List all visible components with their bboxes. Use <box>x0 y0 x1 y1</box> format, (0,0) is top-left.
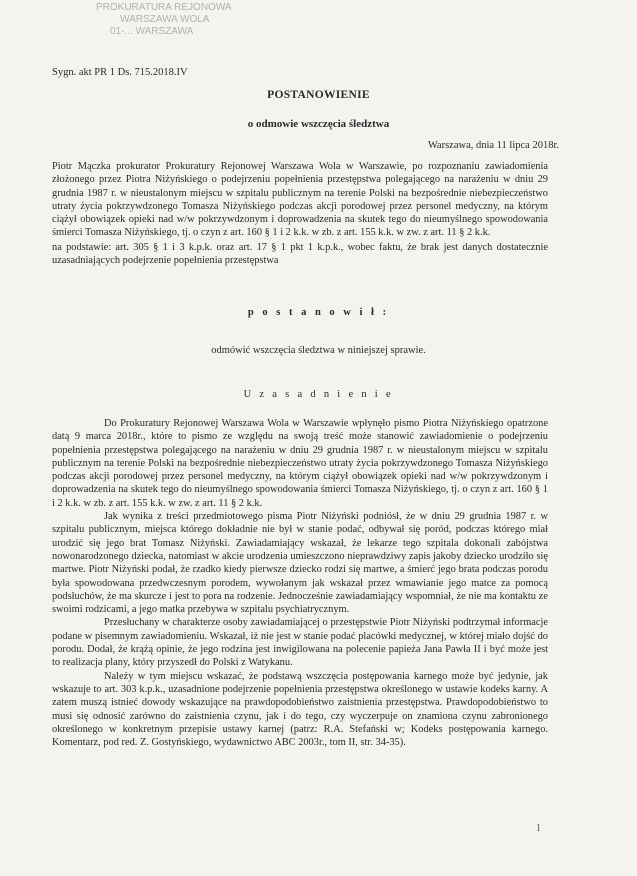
case-signature: Sygn. akt PR 1 Ds. 715.2018.IV <box>52 67 188 78</box>
document-title: POSTANOWIENIE <box>267 89 370 101</box>
page-number: 1 <box>536 823 541 834</box>
decision-text: odmówić wszczęcia śledztwa w niniejszej sprawie. <box>211 345 426 356</box>
justification-heading: U z a s a d n i e n i e <box>243 389 394 400</box>
legal-basis-paragraph: na podstawie: art. 305 § 1 i 3 k.p.k. oraz art. 17 § 1 pkt 1 k.p.k., wobec faktu, że brak jest danych dostatecznie uzasadniających podejrzenie popełnienia przestępstwa <box>52 242 548 267</box>
justification-body <box>52 417 548 749</box>
decision-heading: p o s t a n o w i ł : <box>247 307 390 318</box>
stamp-line-3: 01-... WARSZAWA <box>110 26 194 37</box>
office-stamp <box>96 2 266 46</box>
document-subtitle: o odmowie wszczęcia śledztwa <box>247 118 390 130</box>
stamp-line-1: PROKURATURA REJONOWA <box>96 2 232 13</box>
justification-paragraph: Należy w tym miejscu wskazać, że podstawą wszczęcia postępowania karnego może być jedynie, jak wskazuje to art. 303 k.p.k., uzasadnione podejrzenie popełnienia przestępstwa określonego w ustawie kodeks karny. A zatem muszą istnieć dowody wskazujące na prawdopodobieństwo zaistnienia przestępstwa. Prawdopodobieństwo to musi się odnosić zarówno do zaistnienia czynu, jak i do tego, czy wyczerpuje on znamiona czynu zabronionego określonego w konkretnym przepisie ustawy karnej (patrz: R.A. Stefański w; Kodeks postępowania karnego. Komentarz, pod red. Z. Gostyńskiego, wydawnictwo ABC 2003r., tom II, str. 34-35). <box>52 670 548 749</box>
place-and-date: Warszawa, dnia 11 lipca 2018r. <box>427 140 559 151</box>
stamp-line-2: WARSZAWA WOLA <box>120 14 210 25</box>
justification-paragraph: Do Prokuratury Rejonowej Warszawa Wola w Warszawie wpłynęło pismo Piotra Niżyńskiego opatrzone datą 9 marca 2018r., które to pismo ze względu na swoją treść może stanowić zawiadomienie o podejrzeniu popełnienia przestępstwa polegającego na narażeniu w dniu 29 grudnia 1987 r. w nieustalonym miejscu w szpitalu publicznym na terenie Polski na bezpośrednie niebezpieczeństwo utraty życia pokrzywdzonego Tomasza Niżyńskiego podczas akcji porodowej przez personel medyczny, na którym ciążył obowiązek opieki nad w/w pokrzywdzonym i doprowadzenia na skutek tego do nieumyślnego spowodowania śmierci Tomasza Niżyńskiego, tj. o czyn z art. 160 § 1 i 2 k.k. w zb. z art. 155 k.k. w zw. z art. 11 § 2 k.k. <box>52 418 548 509</box>
intro-paragraph: Piotr Mączka prokurator Prokuratury Rejonowej Warszawa Wola w Warszawie, po rozpoznaniu zawiadomienia złożonego przez Piotra Niżyńskiego o podejrzeniu popełnienia przestępstwa polegającego na narażeniu w dniu 29 grudnia 1987 r. w nieustalonym miejscu w szpitalu publicznym na terenie Polski na bezpośrednie niebezpieczeństwo utraty życia pokrzywdzonego Tomasza Niżyńskiego podczas akcji porodowej przez personel medyczny, na którym ciążył obowiązek opieki nad w/w pokrzywdzonym i doprowadzenia na skutek tego do nieumyślnego spowodowania śmierci Tomasza Niżyńskiego, tj. o czyn z art. 160 § 1 i 2 k.k. w zb. z art. 155 k.k. w zw. z art. 11 § 2 k.k. <box>52 161 548 239</box>
justification-paragraph: Przesłuchany w charakterze osoby zawiadamiającej o przestępstwie Piotr Niżyński podtrzymał informacje podane w pisemnym zawiadomieniu. Wskazał, iż nie jest w stanie podać placówki medycznej, w której miało dojść do porodu. Dodał, że krążą opinie, że jego rodzina jest inwigilowana na polecenie papieża Jana Pawła II i być może jest to realizacja plany, który przyszedł do Polski z Watykanu. <box>52 617 548 669</box>
justification-paragraph: Jak wynika z treści przedmiotowego pisma Piotr Niżyński podniósł, że w dniu 29 grudnia 1987 r. w szpitalu publicznym, miejsca którego dokładnie nie był w stanie podać, odbywał się poród, podczas którego miał urodzić się jego brat Tomasz Niżyński. Zawiadamiający wskazał, że lekarze tego szpitala dokonali zabójstwa nowonarodzonego dziecka, natomiast w akcie urodzenia umieszczono nieprawdziwy zapis jakoby dziecko urodziło się martwe. Piotr Niżyński podał, że rzadko kiedy pierwsze dziecko rodzi się martwe, a śmierć jego brata podczas porodu była spowodowana przedwczesnym porodem, wywołanym jak wskazał przez wmawianie jego matce za pomocą podsłuchów, że ma skurcze i jest to pora na rodzenie. Jednocześnie zawiadamiający wspomniał, że nie ma kontaktu ze swoimi rodzicami, a jego matka przebywa w szpitalu psychiatrycznym. <box>52 511 548 616</box>
